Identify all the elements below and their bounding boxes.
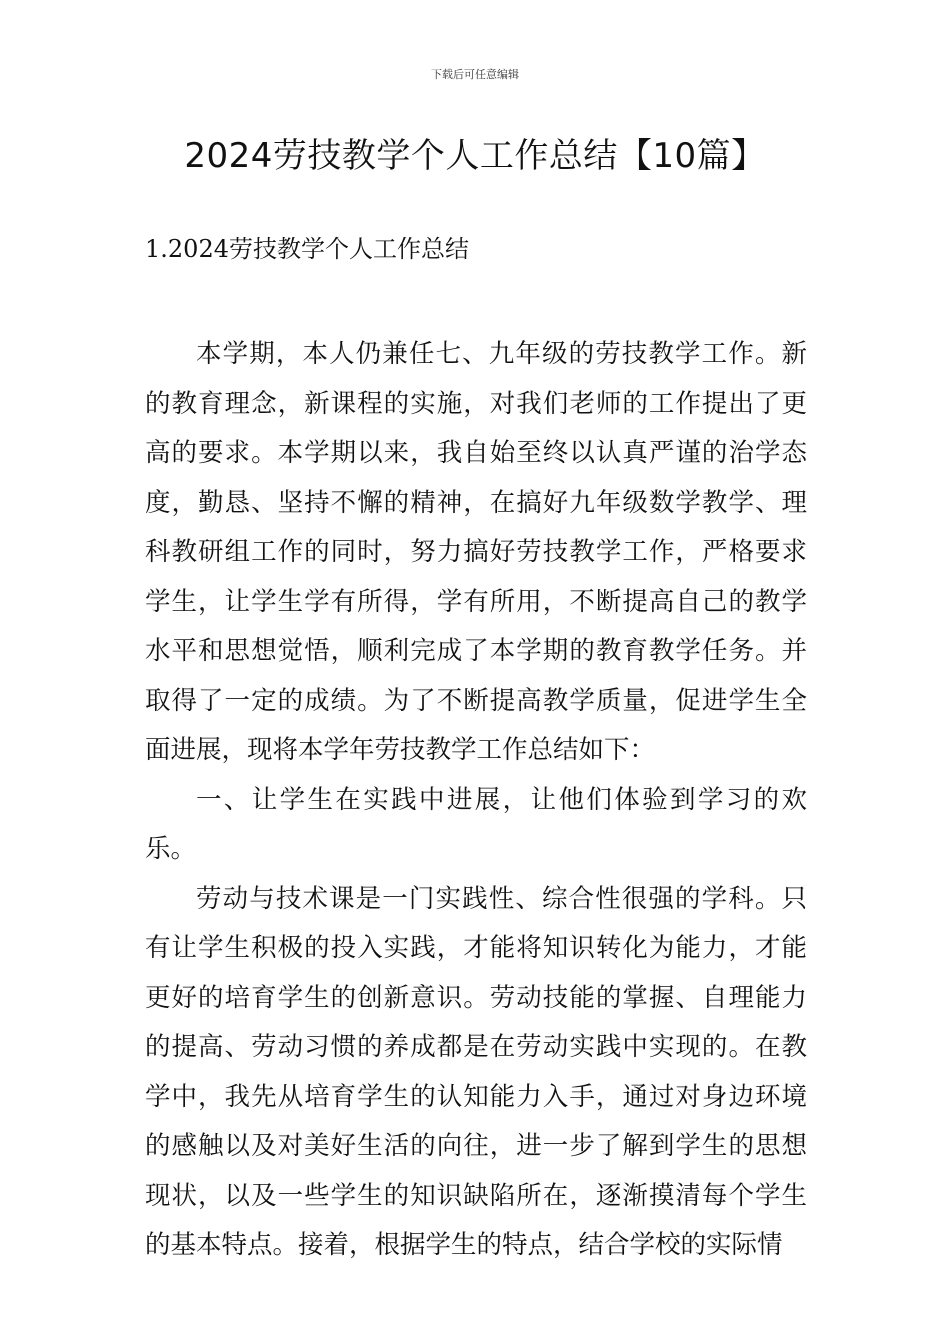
section-heading: 1.2024劳技教学个人工作总结 — [145, 235, 469, 263]
paragraph-body: 劳动与技术课是一门实践性、综合性很强的学科。只有让学生积极的投入实践，才能将知识转化为能力，才能更好的培育学生的创新意识。劳动技能的掌握、自理能力的提高、劳动习惯的养成都是在劳动实践中实现的。在教学中，我先从培育学生的认知能力入手，通过对身边环境的感触以及对美好生活的向往，进一步了解到学生的思想现状，以及一些学生的知识缺陷所在，逐渐摸清每个学生的基本特点。接着，根据学生的特点，结合学校的实际情 — [145, 883, 807, 1260]
document-title: 2024劳技教学个人工作总结【10篇】 — [184, 136, 766, 176]
paragraph-intro: 本学期，本人仍兼任七、九年级的劳技教学工作。新的教育理念，新课程的实施，对我们老师的工作提出了更高的要求。本学期以来，我自始至终以认真严谨的治学态度，勤恳、坚持不懈的精神，在搞好九年级数学教学、理科教研组工作的同时，努力搞好劳技教学工作，严格要求学生，让学生学有所得，学有所用，不断提高自己的教学水平和思想觉悟，顺利完成了本学期的教育教学任务。并取得了一定的成绩。为了不断提高教学质量，促进学生全面进展，现将本学年劳技教学工作总结如下： — [145, 339, 807, 765]
header-note: 下载后可任意编辑 — [431, 68, 519, 81]
paragraph-point-one: 一、让学生在实践中进展，让他们体验到学习的欢乐。 — [145, 784, 807, 864]
body-text — [145, 330, 807, 1271]
